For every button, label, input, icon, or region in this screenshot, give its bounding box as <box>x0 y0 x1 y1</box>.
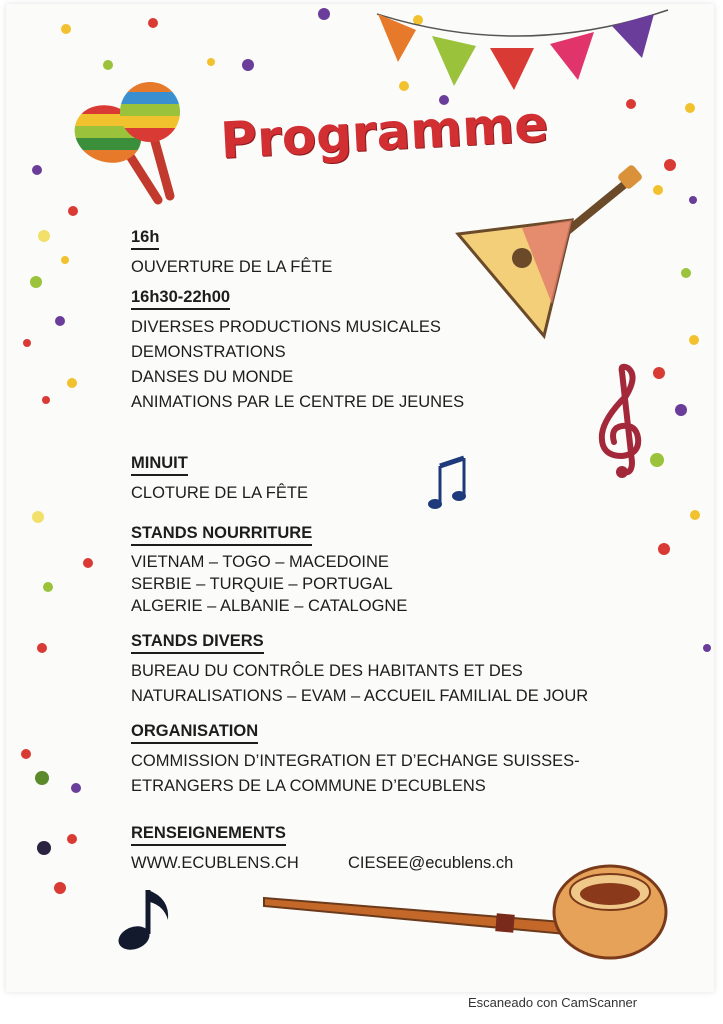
scanner-watermark: Escaneado con CamScanner <box>468 995 638 1010</box>
section-renseignements <box>131 824 513 876</box>
page-title: Programme <box>218 94 550 170</box>
section-label: 16h <box>131 228 159 250</box>
section-line: CLOTURE DE LA FÊTE <box>131 484 308 502</box>
section-line: DEMONSTRATIONS <box>131 343 286 361</box>
section-line: SERBIE – TURQUIE – PORTUGAL <box>131 575 393 593</box>
website-link[interactable]: WWW.ECUBLENS.CH <box>131 854 299 872</box>
section-stands-divers <box>131 632 588 709</box>
email-link[interactable]: CIESEE@ecublens.ch <box>347 854 514 872</box>
treble-clef-icon <box>592 362 652 482</box>
bunting-icon <box>372 0 672 100</box>
eighth-note-icon <box>112 884 182 954</box>
section-stands-nourriture <box>131 524 407 617</box>
section-minuit <box>131 454 308 506</box>
beamed-notes-icon <box>428 452 472 516</box>
section-organisation <box>131 722 580 799</box>
section-16h <box>131 228 332 280</box>
contact-line <box>131 851 513 876</box>
section-evening <box>131 288 464 415</box>
section-line: DANSES DU MONDE <box>131 368 294 386</box>
section-line: COMMISSION D’INTEGRATION ET D’ECHANGE SUISSES- <box>131 752 580 770</box>
section-label: RENSEIGNEMENTS <box>131 824 286 846</box>
section-line: ETRANGERS DE LA COMMUNE D’ECUBLENS <box>131 777 486 795</box>
section-label: STANDS NOURRITURE <box>131 524 312 546</box>
section-label: ORGANISATION <box>131 722 258 744</box>
section-line: BUREAU DU CONTRÔLE DES HABITANTS ET DES <box>131 662 523 680</box>
section-line: DIVERSES PRODUCTIONS MUSICALES <box>131 318 441 336</box>
section-line: OUVERTURE DE LA FÊTE <box>131 258 333 276</box>
maracas-icon <box>70 78 190 208</box>
section-line: ALGERIE – ALBANIE – CATALOGNE <box>131 597 408 615</box>
section-line: VIETNAM – TOGO – MACEDOINE <box>131 553 389 571</box>
section-label: 16h30-22h00 <box>131 288 230 310</box>
section-label: MINUIT <box>131 454 188 476</box>
section-label: STANDS DIVERS <box>131 632 264 654</box>
balalaika-icon <box>452 164 648 344</box>
section-line: ANIMATIONS PAR LE CENTRE DE JEUNES <box>131 393 465 411</box>
section-line: NATURALISATIONS – EVAM – ACCUEIL FAMILIAL DE JOUR <box>131 687 589 705</box>
